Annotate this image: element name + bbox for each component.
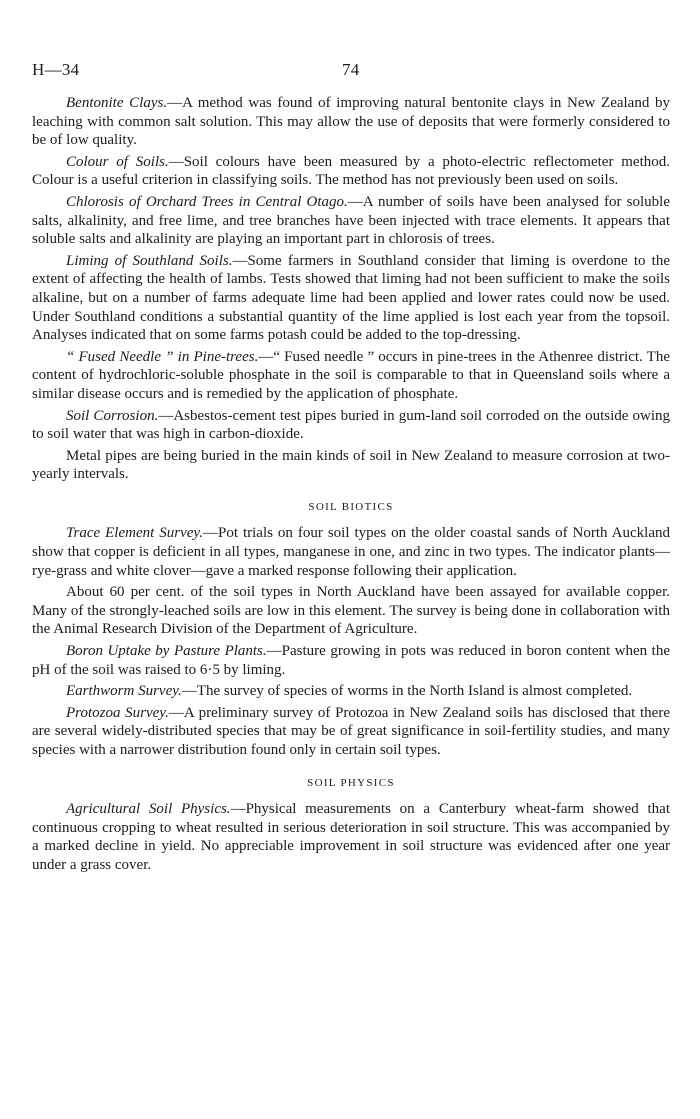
paragraph-text: —Pasture growing in pots was reduced in boron content when the pH of the soil was raised to 6·5 by liming. — [32, 643, 671, 678]
paragraph-title: Colour of Soils. — [66, 153, 169, 170]
paragraph-text: —“ Fused needle ” occurs in pine-trees in the Athenree district. The content of hydrochloric-soluble phosphate in the soil is comparable to that in Queensland soils where a similar disease occurs and is remedied by the application of phosphate. — [32, 348, 670, 402]
paragraph-title: Earthworm Survey. — [66, 683, 182, 700]
paragraph-liming — [32, 252, 670, 345]
paragraph-title: Soil Corrosion. — [66, 407, 159, 424]
paragraph-text: —Pot trials on four soil types on the older coastal sands of North Auckland show that copper is deficient in all types, manganese in one, and zinc in two types. The indicator plants—rye-grass and white clover—gave a marked response following their application. — [32, 525, 670, 579]
section-heading-soil-biotics: SOIL BIOTICS — [308, 500, 394, 513]
paragraph-title: Protozoa Survey. — [66, 704, 169, 721]
paragraph-chlorosis — [32, 193, 670, 249]
paragraph-text: About 60 per cent. of the soil types in North Auckland have been assayed for available copper. Many of the strongly-leached soils are low in this element. The survey is being done in collaboration with the Animal Research Division of the Department of Agriculture. — [32, 584, 670, 638]
running-header — [32, 60, 668, 82]
section-heading-soil-physics: SOIL PHYSICS — [307, 776, 395, 789]
paragraph-title: “ Fused Needle ” in Pine-trees. — [66, 348, 259, 365]
paragraph-title: Bentonite Clays. — [66, 95, 168, 111]
paragraph-title: Boron Uptake by Pasture Plants. — [66, 643, 267, 660]
paragraph-text: —Asbestos-cement test pipes buried in gum-land soil corroded on the outside owing to soil water that was high in carbon-dioxide. — [32, 407, 671, 443]
paragraph-colour-of-soils — [32, 153, 670, 190]
paragraph-title: Liming of Southland Soils. — [66, 252, 233, 269]
paragraph-text: —Soil colours have been measured by a photo-electric reflectometer method. Colour is a useful criterion in classifying soils. The method has not previously been used on soils. — [32, 153, 670, 189]
paragraph-earthworm-survey — [32, 682, 670, 701]
paragraph-copper-assay — [32, 583, 670, 639]
paragraph-text: —A number of soils have been analysed for soluble salts, alkalinity, and free lime, and tree branches have been injected with trace elements. It appears that soluble salts and alkalinity are playing an important part in chlorosis of trees. — [32, 193, 670, 248]
paragraph-agricultural-soil-physics — [32, 800, 670, 874]
paragraph-title: Trace Element Survey. — [66, 525, 203, 542]
paragraph-text: Metal pipes are being buried in the main kinds of soil in New Zealand to measure corrosion at two-yearly intervals. — [32, 447, 670, 483]
paragraph-text: —The survey of species of worms in the North Island is almost completed. — [181, 683, 633, 700]
paragraph-text: —Some farmers in Southland consider that liming is overdone to the extent of affecting the health of lambs. Tests showed that liming had not been sufficient to make the soils alkaline, but on a number of farms adequate lime had been applied and lower rates could now be used. Under Southland conditions a substantial quantity of the lime applied is lost each year from the topsoil. Analyses indicated that on some farms potash could be added to the top-dressing. — [32, 252, 670, 344]
paragraph-metal-pipes — [32, 447, 670, 484]
paragraph-fused-needle — [32, 348, 670, 404]
paragraph-boron-uptake — [32, 642, 670, 679]
paragraph-title: Chlorosis of Orchard Trees in Central Otago. — [66, 193, 348, 210]
paragraph-trace-element-survey — [32, 524, 670, 580]
page-number: 74 — [342, 60, 360, 79]
paragraph-text: —Physical measurements on a Canterbury wheat-farm showed that continuous cropping to wheat resulted in serious deterioration in soil structure. This was accompanied by a marked decline in yield. No appreciable improvement in soil structure was evidenced after one year under a grass cover. — [32, 801, 670, 873]
document-body — [32, 94, 670, 878]
document-code: H—34 — [32, 60, 80, 79]
paragraph-soil-corrosion — [32, 407, 670, 444]
paragraph-text: —A preliminary survey of Protozoa in New Zealand soils has disclosed that there are several widely-distributed species that may be of great significance in soil-fertility studies, and many species with a narrower distribution found only in certain soil types. — [32, 704, 670, 758]
paragraph-title: Agricultural Soil Physics. — [66, 801, 231, 818]
paragraph-text: —A method was found of improving natural bentonite clays in New Zealand by leaching with common salt solution. This may allow the use of deposits that were formerly considered to be of low quality. — [32, 95, 671, 149]
paragraph-protozoa-survey — [32, 704, 670, 760]
paragraph-bentonite-clays — [32, 94, 670, 150]
